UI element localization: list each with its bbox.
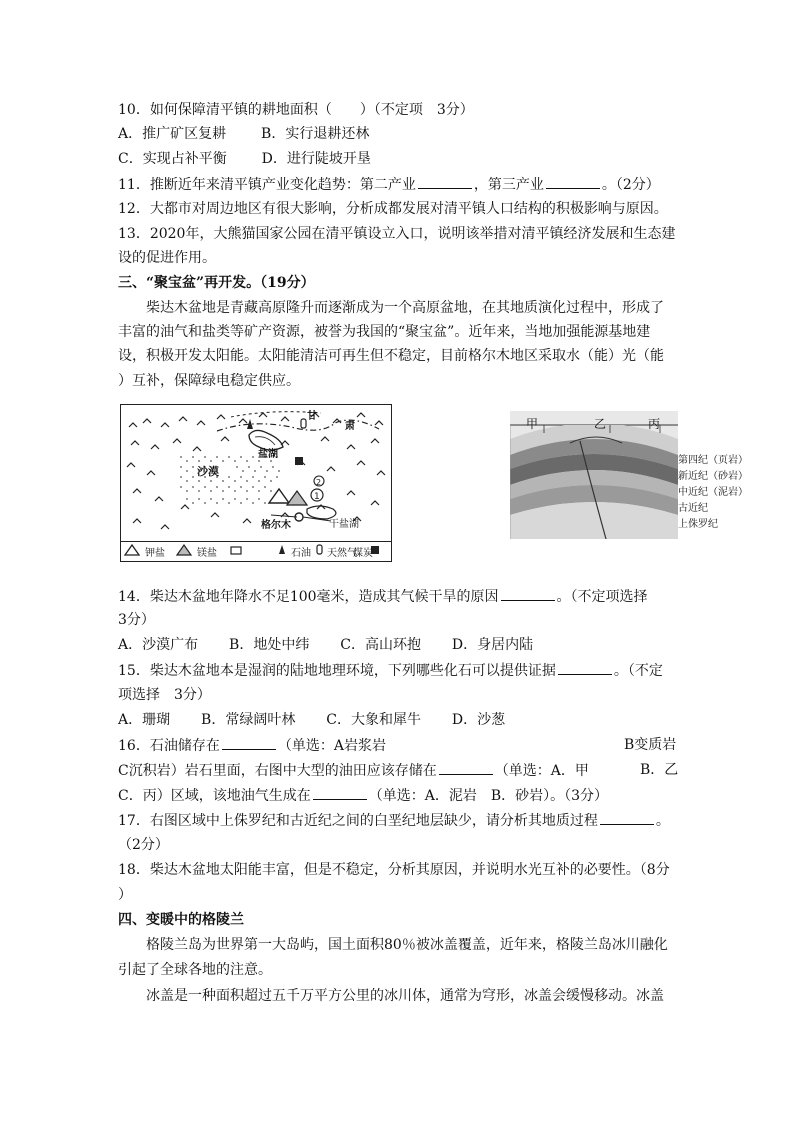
label-gan: 甘	[307, 411, 317, 422]
q14-option-a: A．沙漠广布	[118, 637, 199, 653]
q14-line2: 3分）	[118, 612, 155, 628]
q10-option-c: C．实现占补平衡	[118, 151, 227, 167]
q10-stem: 10．如何保障清平镇的耕地面积（ ）（不定项 3分）	[118, 102, 474, 118]
q17-line2: （2分）	[118, 837, 169, 853]
magnesium-triangle-icon	[287, 491, 307, 505]
q15-text-1: 15．柴达木盆地本是湿润的陆地地理环境，下列哪些化石可以提供证据	[118, 663, 556, 679]
desert-dots	[180, 456, 280, 504]
coal-symbol-icon	[295, 457, 303, 465]
q10-options-row2	[118, 149, 371, 169]
q17-text-1: 17．右图区域中上侏罗纪和古近纪之间的白垩纪地层缺少，请分析其地质过程	[118, 813, 598, 829]
q14-option-c: C．高山环抱	[340, 637, 421, 653]
q15-option-d: D．沙葱	[451, 712, 506, 728]
q17-question	[118, 810, 670, 831]
legend-salt-icon	[231, 547, 241, 554]
q11-text-3: 。（2分）	[601, 177, 660, 193]
legend-coal-label: 煤炭	[353, 548, 373, 559]
label-salt-lake: 盐湖	[258, 449, 278, 460]
q16-text-2: （单选：A岩浆岩	[277, 738, 386, 754]
legend-gas-label: 天然气	[327, 548, 357, 559]
xsec-layer-quaternary: 第四纪（页岩）	[678, 455, 748, 466]
q10-option-d: D．进行陡坡开垦	[261, 151, 371, 167]
section4-title: 四、变暖中的格陵兰	[118, 912, 244, 928]
legend-potash-label: 钾盐	[145, 548, 165, 559]
svg-text:2: 2	[316, 478, 322, 487]
q17-blank	[600, 810, 654, 825]
q11-text-2: ，第三产业	[473, 177, 544, 193]
q14-text-2: 。（不定项选择	[556, 589, 648, 605]
label-golmud: 格尔木	[261, 520, 291, 531]
legend-potash-icon	[125, 545, 139, 555]
q14-question	[118, 586, 648, 607]
xsec-label-jia: 甲	[526, 417, 539, 431]
q15-option-b: B．常绿阔叶林	[201, 712, 296, 728]
q16-line3	[118, 785, 608, 806]
section3-para-line1: 柴达木盆地是青藏高原隆升而逐渐成为一个高原盆地，在其地质演化过程中，形成了	[146, 300, 664, 316]
xsec-label-bing: 丙	[648, 417, 661, 431]
xsec-layer-neogene: 新近纪（砂岩）	[678, 471, 748, 482]
q15-options	[118, 710, 505, 730]
q15-blank	[558, 660, 612, 675]
section3-para-line3: 设，积极开发太阳能。太阳能清洁可再生但不稳定，目前格尔木地区采取水（能）光（能	[118, 348, 664, 364]
q14-blank	[501, 586, 555, 601]
q16-text-4: （单选：A．甲	[494, 763, 589, 779]
xsec-layer-upper-jurassic: 上侏罗纪	[678, 519, 718, 530]
q16-text-5: C．丙）区域，该地油气生成在	[118, 788, 311, 804]
q10-option-b: B．实行退耕还林	[261, 126, 370, 142]
legend-gas-icon	[317, 545, 322, 554]
q10-options-row1	[118, 124, 369, 144]
q15-option-c: C．大象和犀牛	[326, 712, 421, 728]
q18-line2: ）	[118, 887, 132, 903]
q16-blank-3	[313, 785, 367, 800]
q14-option-b: B．地处中纬	[229, 637, 310, 653]
q14-option-d: D．身居内陆	[451, 637, 534, 653]
q14-text-1: 14．柴达木盆地年降水不足100毫米，造成其气候干旱的原因	[118, 589, 499, 605]
section3-para-line2: 丰富的油气和盐类等矿产资源，被誉为我国的“聚宝盆”。近年来，当地加强能源基地建	[118, 324, 651, 340]
qaidam-basin-map	[120, 404, 392, 562]
label-desert: 沙漠	[197, 465, 219, 478]
q16-option-b-metamorphic: B变质岩	[624, 737, 677, 753]
section3-title: 三、“聚宝盆”再开发。（19分）	[118, 275, 315, 291]
q15-question	[118, 660, 663, 681]
xsec-layer-mid: 中近纪（泥岩）	[678, 487, 748, 498]
q17-text-2: 。	[655, 813, 670, 829]
q16-blank-2	[439, 760, 493, 775]
section3-para-line4: ）互补，保障绿电稳定供应。	[118, 373, 300, 389]
q16-text-1: 16．石油储存在	[118, 738, 220, 754]
q11-blank-secondary	[418, 174, 472, 189]
potash-triangle-icon	[269, 489, 289, 503]
legend-oil-icon	[279, 545, 285, 554]
q15-text-2: 。（不定	[613, 663, 663, 679]
q18-line1: 18．柴达木盆地太阳能丰富，但是不稳定，分析其原因，并说明水光互补的必要性。（8分	[118, 862, 670, 878]
xsec-label-yi: 乙	[594, 417, 607, 431]
q16-line1	[118, 735, 386, 756]
section4-para-line2: 引起了全球各地的注意。	[118, 962, 272, 978]
q11-question	[118, 174, 660, 195]
q11-blank-tertiary	[546, 174, 600, 189]
q15-line2: 项选择 3分）	[118, 687, 211, 703]
section4-para-line1: 格陵兰岛为世界第一大岛屿，国土面积80％被冰盖覆盖，近年来，格陵兰岛冰川融化	[146, 937, 668, 953]
q16-option-b-yi: B．乙	[640, 762, 679, 778]
q13-line1: 13．2020年，大熊猫国家公园在清平镇设立入口，说明该举措对清平镇经济发展和生态建	[118, 226, 676, 242]
q11-text-1: 11．推断近年来清平镇产业变化趋势：第二产业	[118, 177, 416, 193]
q12-question: 12．大都市对周边地区有很大影响，分析成都发展对清平镇人口结构的积极影响与原因。	[118, 201, 668, 217]
q15-option-a: A．珊瑚	[118, 712, 171, 728]
q13-line2: 设的促进作用。	[118, 250, 216, 266]
q16-line2	[118, 760, 589, 781]
legend-oil-label: 石油	[291, 548, 311, 559]
section4-para-line3: 冰盖是一种面积超过五千万平方公里的冰川体，通常为穹形，冰盖会缓慢移动。冰盖	[146, 988, 664, 1004]
map-legend	[121, 541, 391, 561]
natural-gas-symbol-icon	[301, 419, 306, 428]
q14-options	[118, 635, 533, 655]
q10-option-a: A．推广矿区复耕	[118, 126, 227, 142]
legend-magnesium-icon	[177, 545, 191, 555]
q16-text-3: C沉积岩）岩石里面，右图中大型的油田应该存储在	[118, 763, 437, 779]
label-dry-salt-lake: 干盐湖	[329, 519, 359, 530]
xsec-layer-paleogene: 古近纪	[678, 503, 708, 514]
legend-magnesium-label: 镁盐	[197, 548, 217, 559]
svg-text:1: 1	[314, 492, 320, 502]
q16-blank-1	[222, 735, 276, 750]
label-su: 肃	[345, 421, 355, 432]
q16-text-6: （单选：A．泥岩 B．砂岩）。（3分）	[368, 788, 609, 804]
